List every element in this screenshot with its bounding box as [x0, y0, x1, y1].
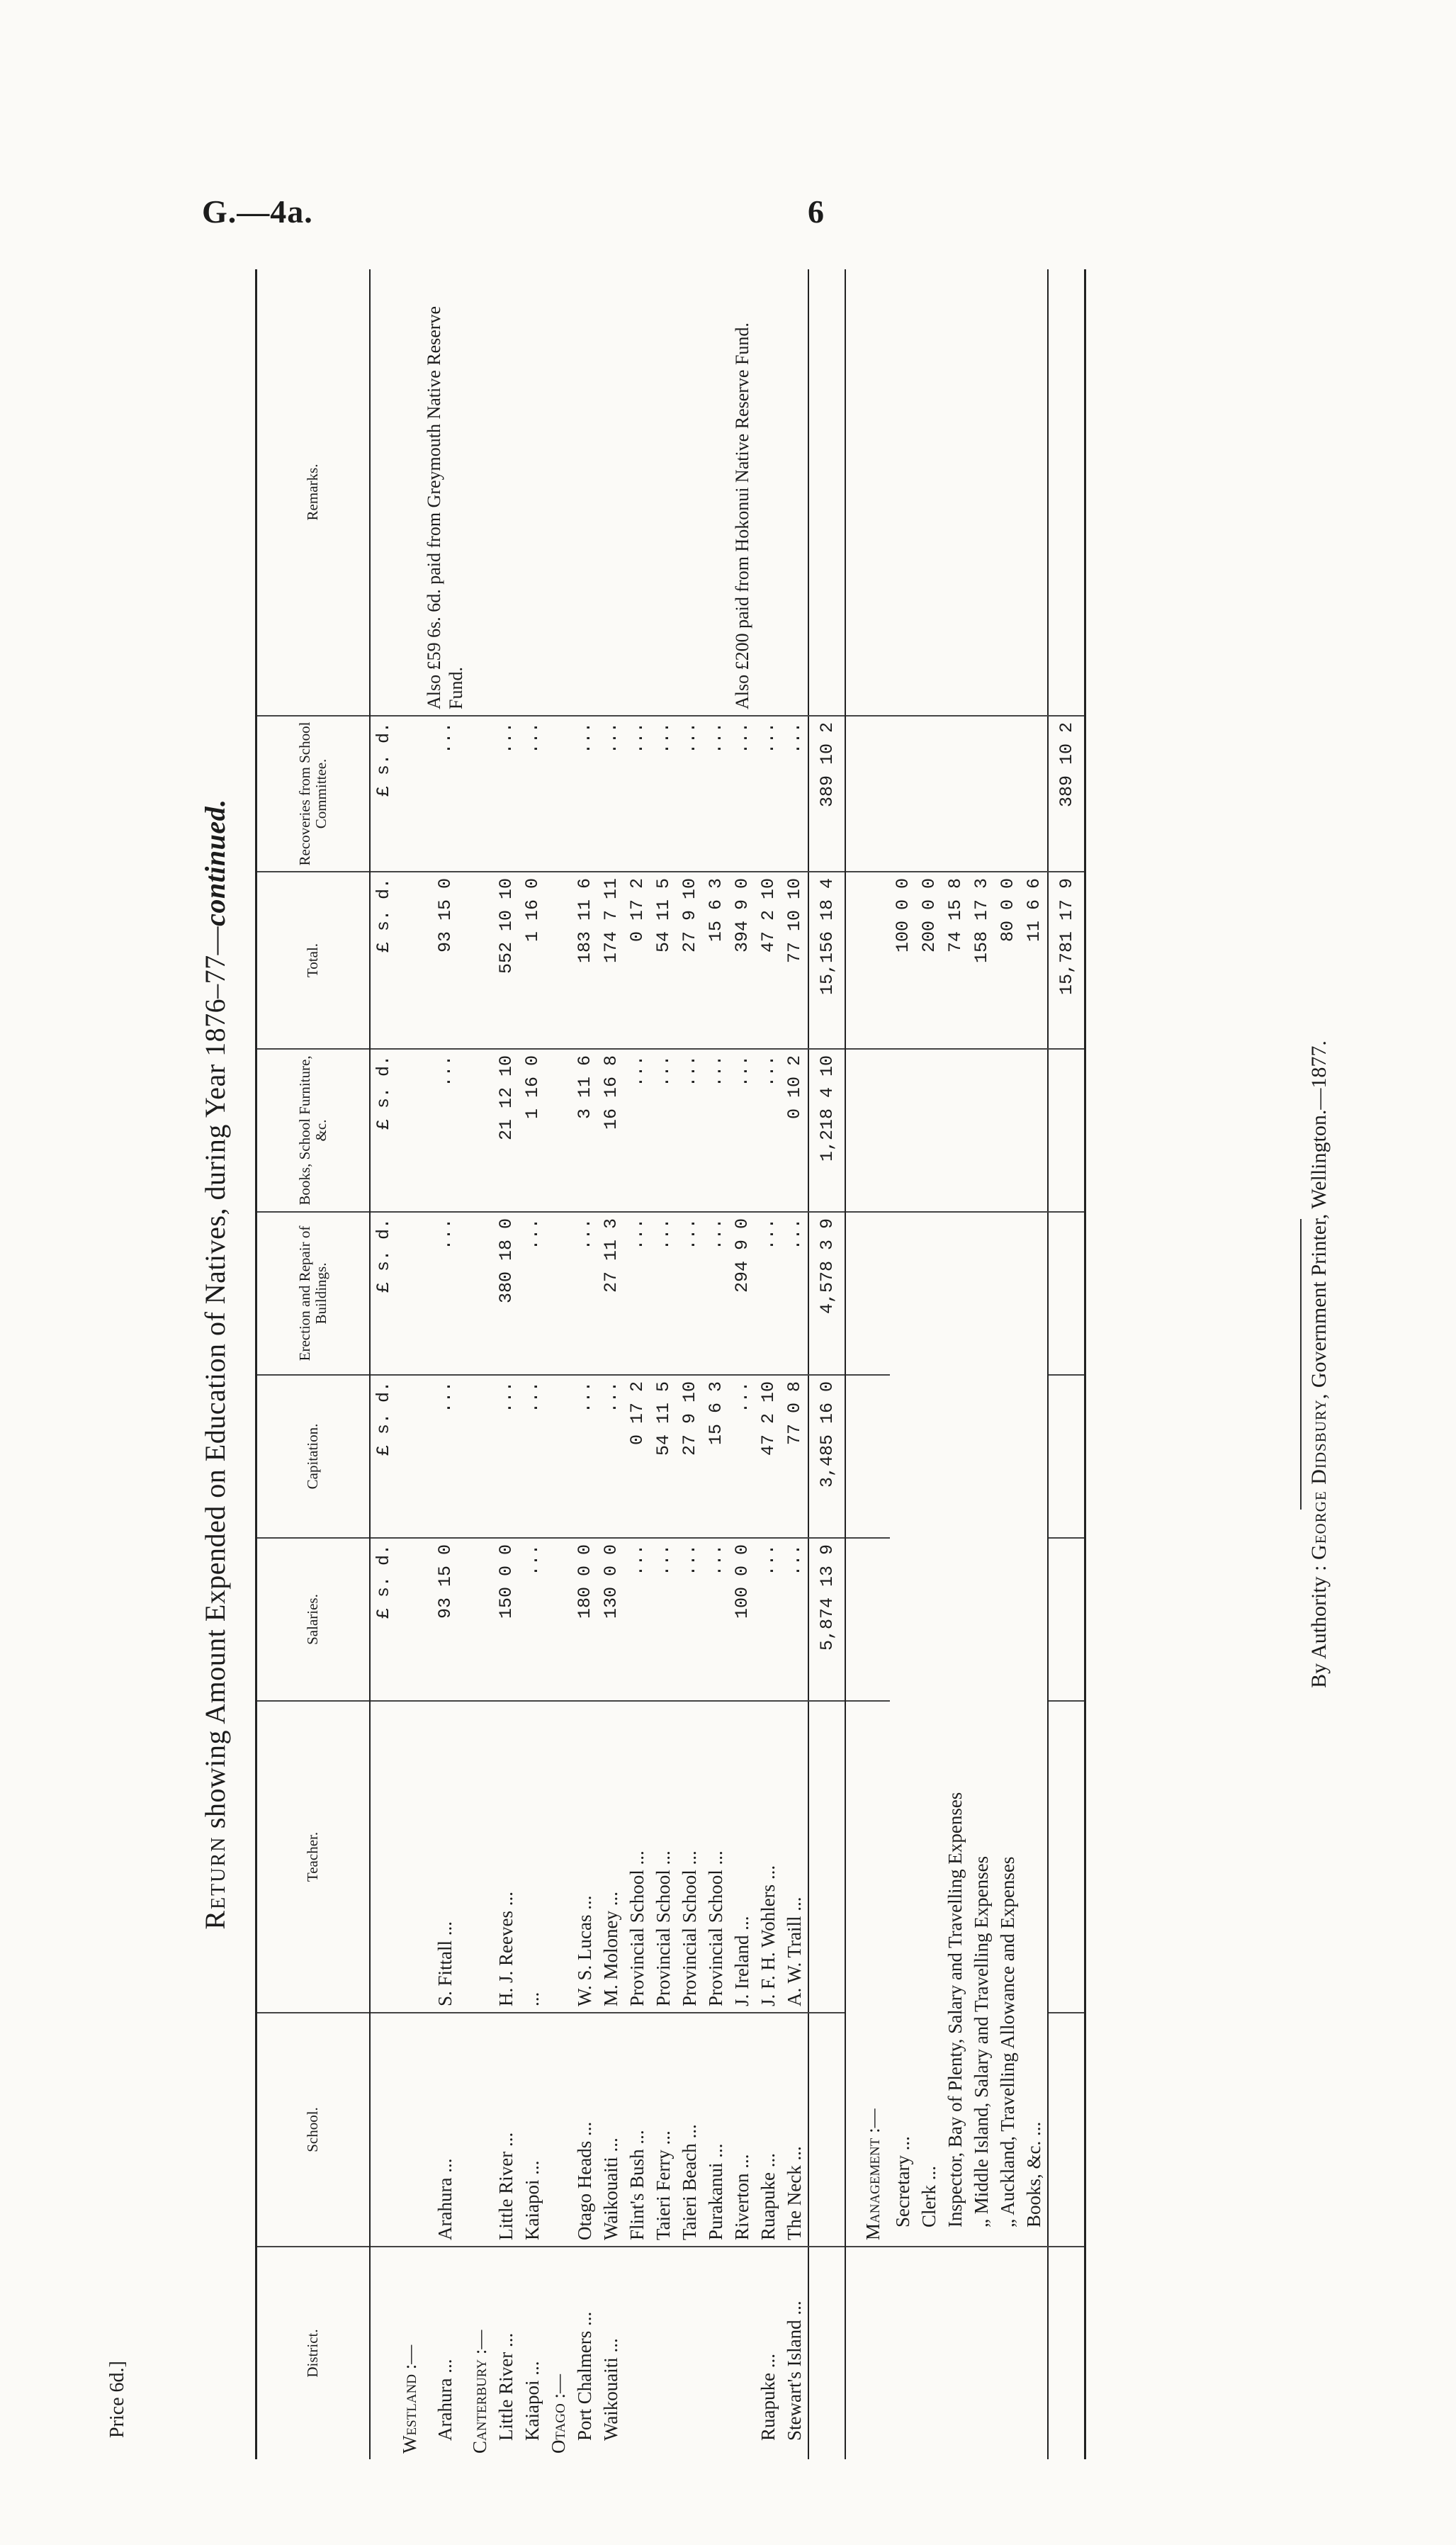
cell-remarks — [755, 269, 781, 716]
cell-capitation: 27 9 10 — [677, 1375, 703, 1538]
management-label: „ Middle Island, Salary and Travelling Expenses — [969, 1212, 995, 2247]
management-row — [1021, 269, 1048, 2459]
return-table — [255, 269, 1086, 2459]
cell-books: ... — [729, 1049, 755, 1212]
cell-books: ... — [755, 1049, 781, 1212]
cell-salaries: ... — [703, 1538, 729, 1701]
cell-remarks — [781, 269, 808, 716]
cell-remarks — [467, 269, 493, 716]
col-capitation: Capitation. — [256, 1375, 371, 1538]
cell-capitation: 77 0 8 — [781, 1375, 808, 1538]
management-total: 100 0 0 — [890, 872, 916, 1049]
units-books: £ s. d. — [370, 1049, 397, 1212]
subtotal-total: 15,156 18 4 — [808, 872, 845, 1049]
cell-school: Little River ... — [493, 2013, 519, 2247]
authority-prefix: By Authority : — [1307, 1565, 1331, 1688]
cell-school — [467, 2013, 493, 2247]
col-school: School. — [256, 2013, 371, 2247]
units-erection: £ s. d. — [370, 1212, 397, 1375]
cell-erection: ... — [755, 1212, 781, 1375]
cell-erection — [467, 1212, 493, 1375]
cell-school — [546, 2013, 572, 2247]
units-row — [370, 269, 397, 2459]
cell-school: Purakanui ... — [703, 2013, 729, 2247]
cell-books: 0 10 2 — [781, 1049, 808, 1212]
cell-district: Westland :— — [399, 2344, 420, 2454]
cell-district: Canterbury :— — [469, 2330, 491, 2454]
cell-salaries: ... — [781, 1538, 808, 1701]
cell-books — [467, 1049, 493, 1212]
cell-salaries: 150 0 0 — [493, 1538, 519, 1701]
cell-teacher: Provincial School ... — [650, 1701, 677, 2013]
cell-teacher: S. Fittall ... — [423, 1701, 467, 2013]
cell-erection: 27 11 3 — [598, 1212, 624, 1375]
cell-school: Waikouaiti ... — [598, 2013, 624, 2247]
cell-recoveries — [546, 716, 572, 872]
cell-district — [624, 2247, 650, 2459]
cell-erection: ... — [703, 1212, 729, 1375]
cell-capitation: ... — [729, 1375, 755, 1538]
col-salaries: Salaries. — [256, 1538, 371, 1701]
cell-salaries: ... — [624, 1538, 650, 1701]
management-label: Inspector, Bay of Plenty, Salary and Travelling Expenses — [942, 1212, 969, 2247]
grand-recoveries: 389 10 2 — [1048, 716, 1085, 872]
cell-remarks — [493, 269, 519, 716]
col-erection: Erection and Repair of Buildings. — [256, 1212, 371, 1375]
management-label: Secretary ... — [890, 1212, 916, 2247]
table-row — [729, 269, 755, 2459]
cell-remarks — [703, 269, 729, 716]
cell-erection: ... — [650, 1212, 677, 1375]
cell-books: ... — [677, 1049, 703, 1212]
cell-erection: 294 9 0 — [729, 1212, 755, 1375]
cell-total — [397, 872, 423, 1049]
cell-teacher: H. J. Reeves ... — [493, 1701, 519, 2013]
cell-capitation: ... — [572, 1375, 598, 1538]
cell-books: ... — [650, 1049, 677, 1212]
cell-erection: 380 18 0 — [493, 1212, 519, 1375]
col-total: Total. — [256, 872, 371, 1049]
management-total: 158 17 3 — [969, 872, 995, 1049]
cell-salaries — [546, 1538, 572, 1701]
cell-total: 77 10 10 — [781, 872, 808, 1049]
table-row — [624, 269, 650, 2459]
cell-teacher: ... — [519, 1701, 546, 2013]
cell-salaries: 93 15 0 — [423, 1538, 467, 1701]
cell-books: ... — [624, 1049, 650, 1212]
table-row — [572, 269, 598, 2459]
cell-remarks: Also £59 6s. 6d. paid from Greymouth Native Reserve Fund. — [423, 269, 467, 716]
cell-total: 394 9 0 — [729, 872, 755, 1049]
cell-books — [397, 1049, 423, 1212]
management-row — [890, 269, 916, 2459]
cell-capitation: ... — [598, 1375, 624, 1538]
cell-total — [467, 872, 493, 1049]
cell-recoveries: ... — [572, 716, 598, 872]
cell-salaries — [397, 1538, 423, 1701]
cell-capitation — [467, 1375, 493, 1538]
title-continued: continued. — [199, 799, 231, 926]
table-title — [198, 269, 232, 2459]
cell-total: 183 11 6 — [572, 872, 598, 1049]
cell-remarks: Also £200 paid from Hokonui Native Reserve Fund. — [729, 269, 755, 716]
table-row — [677, 269, 703, 2459]
cell-teacher — [397, 1701, 423, 2013]
cell-books: 21 12 10 — [493, 1049, 519, 1212]
cell-teacher — [546, 1701, 572, 2013]
cell-recoveries: ... — [781, 716, 808, 872]
cell-school: Taieri Beach ... — [677, 2013, 703, 2247]
grand-total-row — [1048, 269, 1085, 2459]
cell-erection: ... — [572, 1212, 598, 1375]
cell-remarks — [397, 269, 423, 716]
cell-salaries: ... — [519, 1538, 546, 1701]
price-note: Price 6d.] — [106, 2361, 128, 2438]
units-capitation: £ s. d. — [370, 1375, 397, 1538]
cell-district: Little River ... — [495, 2332, 517, 2441]
cell-total — [546, 872, 572, 1049]
cell-school: Kaiapoi ... — [519, 2013, 546, 2247]
cell-recoveries: ... — [493, 716, 519, 872]
cell-teacher: Provincial School ... — [624, 1701, 650, 2013]
table-row — [703, 269, 729, 2459]
cell-teacher: Provincial School ... — [703, 1701, 729, 2013]
cell-teacher: J. Ireland ... — [729, 1701, 755, 2013]
cell-school: Ruapuke ... — [755, 2013, 781, 2247]
cell-capitation: 54 11 5 — [650, 1375, 677, 1538]
subtotal-recoveries: 389 10 2 — [808, 716, 845, 872]
cell-salaries: ... — [650, 1538, 677, 1701]
cell-district: Otago :— — [548, 2374, 570, 2454]
cell-recoveries: ... — [677, 716, 703, 872]
cell-recoveries: ... — [729, 716, 755, 872]
cell-remarks — [546, 269, 572, 716]
cell-total: 27 9 10 — [677, 872, 703, 1049]
cell-school: Riverton ... — [729, 2013, 755, 2247]
management-label: Books, &c. ... — [1021, 1212, 1048, 2247]
cell-salaries — [467, 1538, 493, 1701]
header-row — [256, 269, 371, 2459]
cell-capitation: 0 17 2 — [624, 1375, 650, 1538]
authority-suffix: Government Printer, Wellington.—1877. — [1307, 1040, 1331, 1388]
col-recoveries: Recoveries from School Committee. — [256, 716, 371, 872]
col-books: Books, School Furniture, &c. — [256, 1049, 371, 1212]
cell-books: 16 16 8 — [598, 1049, 624, 1212]
authority-line — [1307, 269, 1331, 2459]
table-row — [467, 269, 493, 2459]
authority-printer: George Didsbury, — [1307, 1393, 1331, 1560]
col-remarks: Remarks. — [256, 269, 371, 716]
cell-recoveries: ... — [755, 716, 781, 872]
cell-erection: ... — [624, 1212, 650, 1375]
cell-district: Kaiapoi ... — [521, 2361, 543, 2441]
cell-recoveries: ... — [650, 716, 677, 872]
cell-books: ... — [423, 1049, 467, 1212]
page-code: G.—4a. — [202, 193, 313, 230]
cell-teacher: J. F. H. Wohlers ... — [755, 1701, 781, 2013]
subtotal-books: 1,218 4 10 — [808, 1049, 845, 1212]
cell-school: Arahura ... — [423, 2013, 467, 2247]
cell-erection: ... — [423, 1212, 467, 1375]
cell-total: 47 2 10 — [755, 872, 781, 1049]
cell-salaries: ... — [755, 1538, 781, 1701]
table-row — [546, 269, 572, 2459]
col-district: District. — [256, 2247, 371, 2459]
table-row — [423, 269, 467, 2459]
table-row — [755, 269, 781, 2459]
management-label: „ Auckland, Travelling Allowance and Expenses — [995, 1212, 1021, 2247]
management-label: Clerk ... — [916, 1212, 942, 2247]
page-number: 6 — [808, 193, 824, 230]
management-heading-row — [845, 269, 890, 2459]
cell-total: 0 17 2 — [624, 872, 650, 1049]
cell-erection — [546, 1212, 572, 1375]
cell-district — [650, 2247, 677, 2459]
cell-school: Otago Heads ... — [572, 2013, 598, 2247]
cell-total: 1 16 0 — [519, 872, 546, 1049]
units-recoveries: £ s. d. — [370, 716, 397, 872]
table-row — [781, 269, 808, 2459]
cell-salaries: 100 0 0 — [729, 1538, 755, 1701]
title-prefix: Return — [199, 1836, 231, 1930]
cell-recoveries: ... — [598, 716, 624, 872]
cell-teacher — [467, 1701, 493, 2013]
cell-books: 3 11 6 — [572, 1049, 598, 1212]
cell-capitation: 15 6 3 — [703, 1375, 729, 1538]
cell-recoveries — [467, 716, 493, 872]
cell-total: 93 15 0 — [423, 872, 467, 1049]
cell-capitation — [546, 1375, 572, 1538]
management-row — [995, 269, 1021, 2459]
cell-remarks — [650, 269, 677, 716]
rotated-return-table — [177, 269, 1382, 2459]
cell-recoveries: ... — [423, 716, 467, 872]
management-total: 11 6 6 — [1021, 872, 1048, 1049]
cell-total: 552 10 10 — [493, 872, 519, 1049]
cell-recoveries: ... — [703, 716, 729, 872]
cell-remarks — [624, 269, 650, 716]
management-heading: Management :— — [845, 1701, 890, 2247]
cell-teacher: Provincial School ... — [677, 1701, 703, 2013]
cell-district: Ruapuke ... — [757, 2354, 779, 2441]
cell-books: ... — [703, 1049, 729, 1212]
cell-remarks — [572, 269, 598, 716]
cell-district: Arahura ... — [434, 2359, 456, 2441]
cell-recoveries: ... — [519, 716, 546, 872]
cell-district — [703, 2247, 729, 2459]
cell-total: 54 11 5 — [650, 872, 677, 1049]
cell-books: 1 16 0 — [519, 1049, 546, 1212]
cell-district: Stewart's Island ... — [784, 2300, 806, 2441]
management-row — [916, 269, 942, 2459]
col-teacher: Teacher. — [256, 1701, 371, 2013]
cell-capitation: ... — [423, 1375, 467, 1538]
subtotal-salaries: 5,874 13 9 — [808, 1538, 845, 1701]
cell-salaries: ... — [677, 1538, 703, 1701]
management-row — [942, 269, 969, 2459]
subtotal-row — [808, 269, 845, 2459]
cell-teacher: M. Moloney ... — [598, 1701, 624, 2013]
cell-salaries: 130 0 0 — [598, 1538, 624, 1701]
cell-teacher: W. S. Lucas ... — [572, 1701, 598, 2013]
cell-erection: ... — [677, 1212, 703, 1375]
table-row — [650, 269, 677, 2459]
management-total: 200 0 0 — [916, 872, 942, 1049]
cell-district — [677, 2247, 703, 2459]
management-total: 74 15 8 — [942, 872, 969, 1049]
cell-total: 174 7 11 — [598, 872, 624, 1049]
subtotal-erection: 4,578 3 9 — [808, 1212, 845, 1375]
cell-district: Port Chalmers ... — [574, 2311, 596, 2441]
cell-total: 15 6 3 — [703, 872, 729, 1049]
table-row — [397, 269, 423, 2459]
cell-remarks — [519, 269, 546, 716]
units-salaries: £ s. d. — [370, 1538, 397, 1701]
cell-school: Taieri Ferry ... — [650, 2013, 677, 2247]
cell-remarks — [598, 269, 624, 716]
cell-salaries: 180 0 0 — [572, 1538, 598, 1701]
cell-school: The Neck ... — [781, 2013, 808, 2247]
cell-capitation — [397, 1375, 423, 1538]
cell-teacher: A. W. Traill ... — [781, 1701, 808, 2013]
title-text: showing Amount Expended on Education of Natives, during Year 1876–77— — [199, 926, 231, 1829]
cell-books — [546, 1049, 572, 1212]
cell-erection: ... — [519, 1212, 546, 1375]
cell-school — [397, 2013, 423, 2247]
cell-capitation: ... — [519, 1375, 546, 1538]
cell-remarks — [677, 269, 703, 716]
cell-recoveries — [397, 716, 423, 872]
cell-erection — [397, 1212, 423, 1375]
cell-capitation: ... — [493, 1375, 519, 1538]
cell-capitation: 47 2 10 — [755, 1375, 781, 1538]
units-total: £ s. d. — [370, 872, 397, 1049]
table-row — [493, 269, 519, 2459]
grand-total: 15,781 17 9 — [1048, 872, 1085, 1049]
cell-erection: ... — [781, 1212, 808, 1375]
cell-district: Waikouaiti ... — [600, 2338, 622, 2441]
cell-district — [729, 2247, 755, 2459]
authority-rule — [1300, 1219, 1302, 1510]
cell-school: Flint's Bush ... — [624, 2013, 650, 2247]
management-row — [969, 269, 995, 2459]
table-row — [598, 269, 624, 2459]
table-row — [519, 269, 546, 2459]
cell-recoveries: ... — [624, 716, 650, 872]
subtotal-capitation: 3,485 16 0 — [808, 1375, 845, 1538]
management-total: 80 0 0 — [995, 872, 1021, 1049]
